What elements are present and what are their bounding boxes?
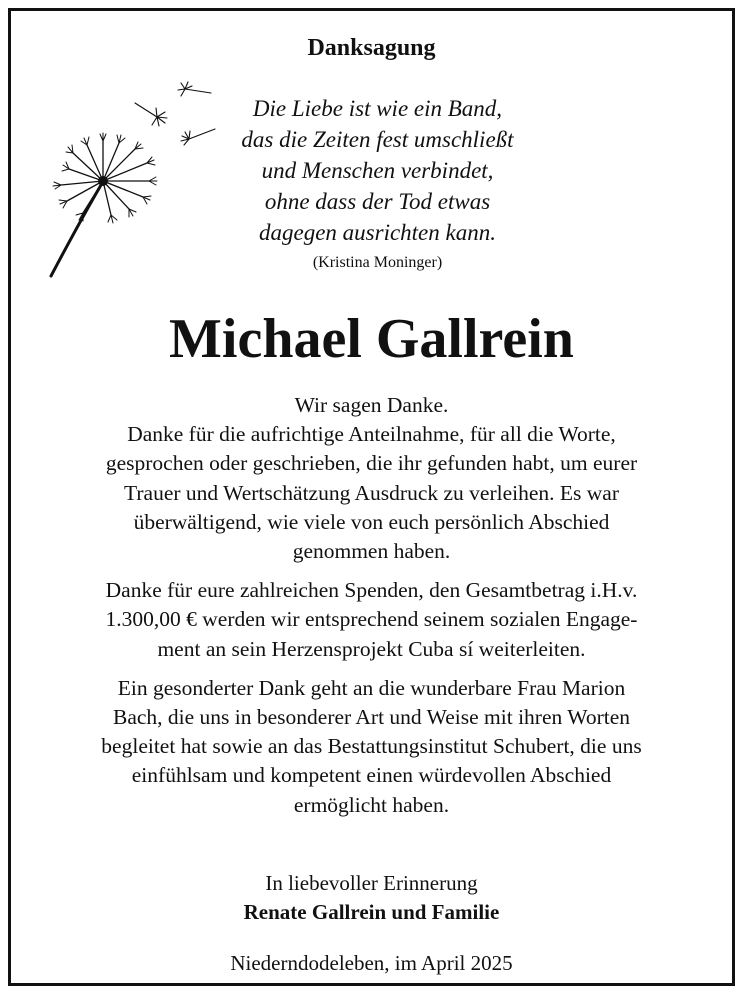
text-line: Danke für die aufrichtige Anteilnahme, für all die Worte, <box>127 422 616 447</box>
family-signature: Renate Gallrein und Familie <box>243 900 500 924</box>
text-line: ment an sein Herzensprojekt Cuba sí weiterleiten. <box>157 636 586 661</box>
text-line: 1.300,00 € werden wir entsprechend seinem sozialen Engage- <box>105 607 638 632</box>
closing-line: In liebevoller Erinnerung <box>265 871 478 895</box>
text-line: einfühlsam und kompetent einen würdevollen Abschied <box>131 763 612 788</box>
poem-line: das die Zeiten fest umschließt <box>241 127 514 152</box>
dandelion-icon <box>39 73 219 278</box>
text-line: gesprochen oder geschrieben, die ihr gefunden habt, um eurer <box>105 451 638 476</box>
poem-line: Die Liebe ist wie ein Band, <box>252 96 503 121</box>
text-line: überwältigend, wie viele von euch persönlich Abschied <box>133 509 610 534</box>
text-line: begleitet hat sowie an das Bestattungsinstitut Schubert, die uns <box>101 734 642 759</box>
text-line: ermöglicht haben. <box>293 792 450 817</box>
obituary-card <box>8 8 735 986</box>
text-line: Bach, die uns in besonderer Art und Weise mit ihren Worten <box>112 705 630 730</box>
closing <box>11 869 732 927</box>
message-body <box>35 391 708 830</box>
poem <box>201 93 554 248</box>
paragraph-donations <box>35 576 708 664</box>
poem-line: und Menschen verbindet, <box>261 158 494 183</box>
text-line: genommen haben. <box>292 539 451 564</box>
paragraph-special-thanks <box>35 674 708 820</box>
text-line: Ein gesonderter Dank geht an die wunderbare Frau Marion <box>117 675 626 700</box>
text-line: Wir sagen Danke. <box>294 393 449 417</box>
place-date: Niederndodeleben, im April 2025 <box>230 951 513 975</box>
text-line: Danke für eure zahlreichen Spenden, den Gesamtbetrag i.H.v. <box>105 578 638 603</box>
poem-line: ohne dass der Tod etwas <box>264 189 491 214</box>
poem-author: (Kristina Moninger) <box>312 254 443 271</box>
deceased-name: Michael Gallrein <box>169 308 574 370</box>
heading: Danksagung <box>307 35 436 61</box>
text-line: Trauer und Wertschätzung Ausdruck zu verleihen. Es war <box>123 480 620 505</box>
poem-line: dagegen ausrichten kann. <box>259 220 496 245</box>
paragraph-thanks <box>35 391 708 566</box>
